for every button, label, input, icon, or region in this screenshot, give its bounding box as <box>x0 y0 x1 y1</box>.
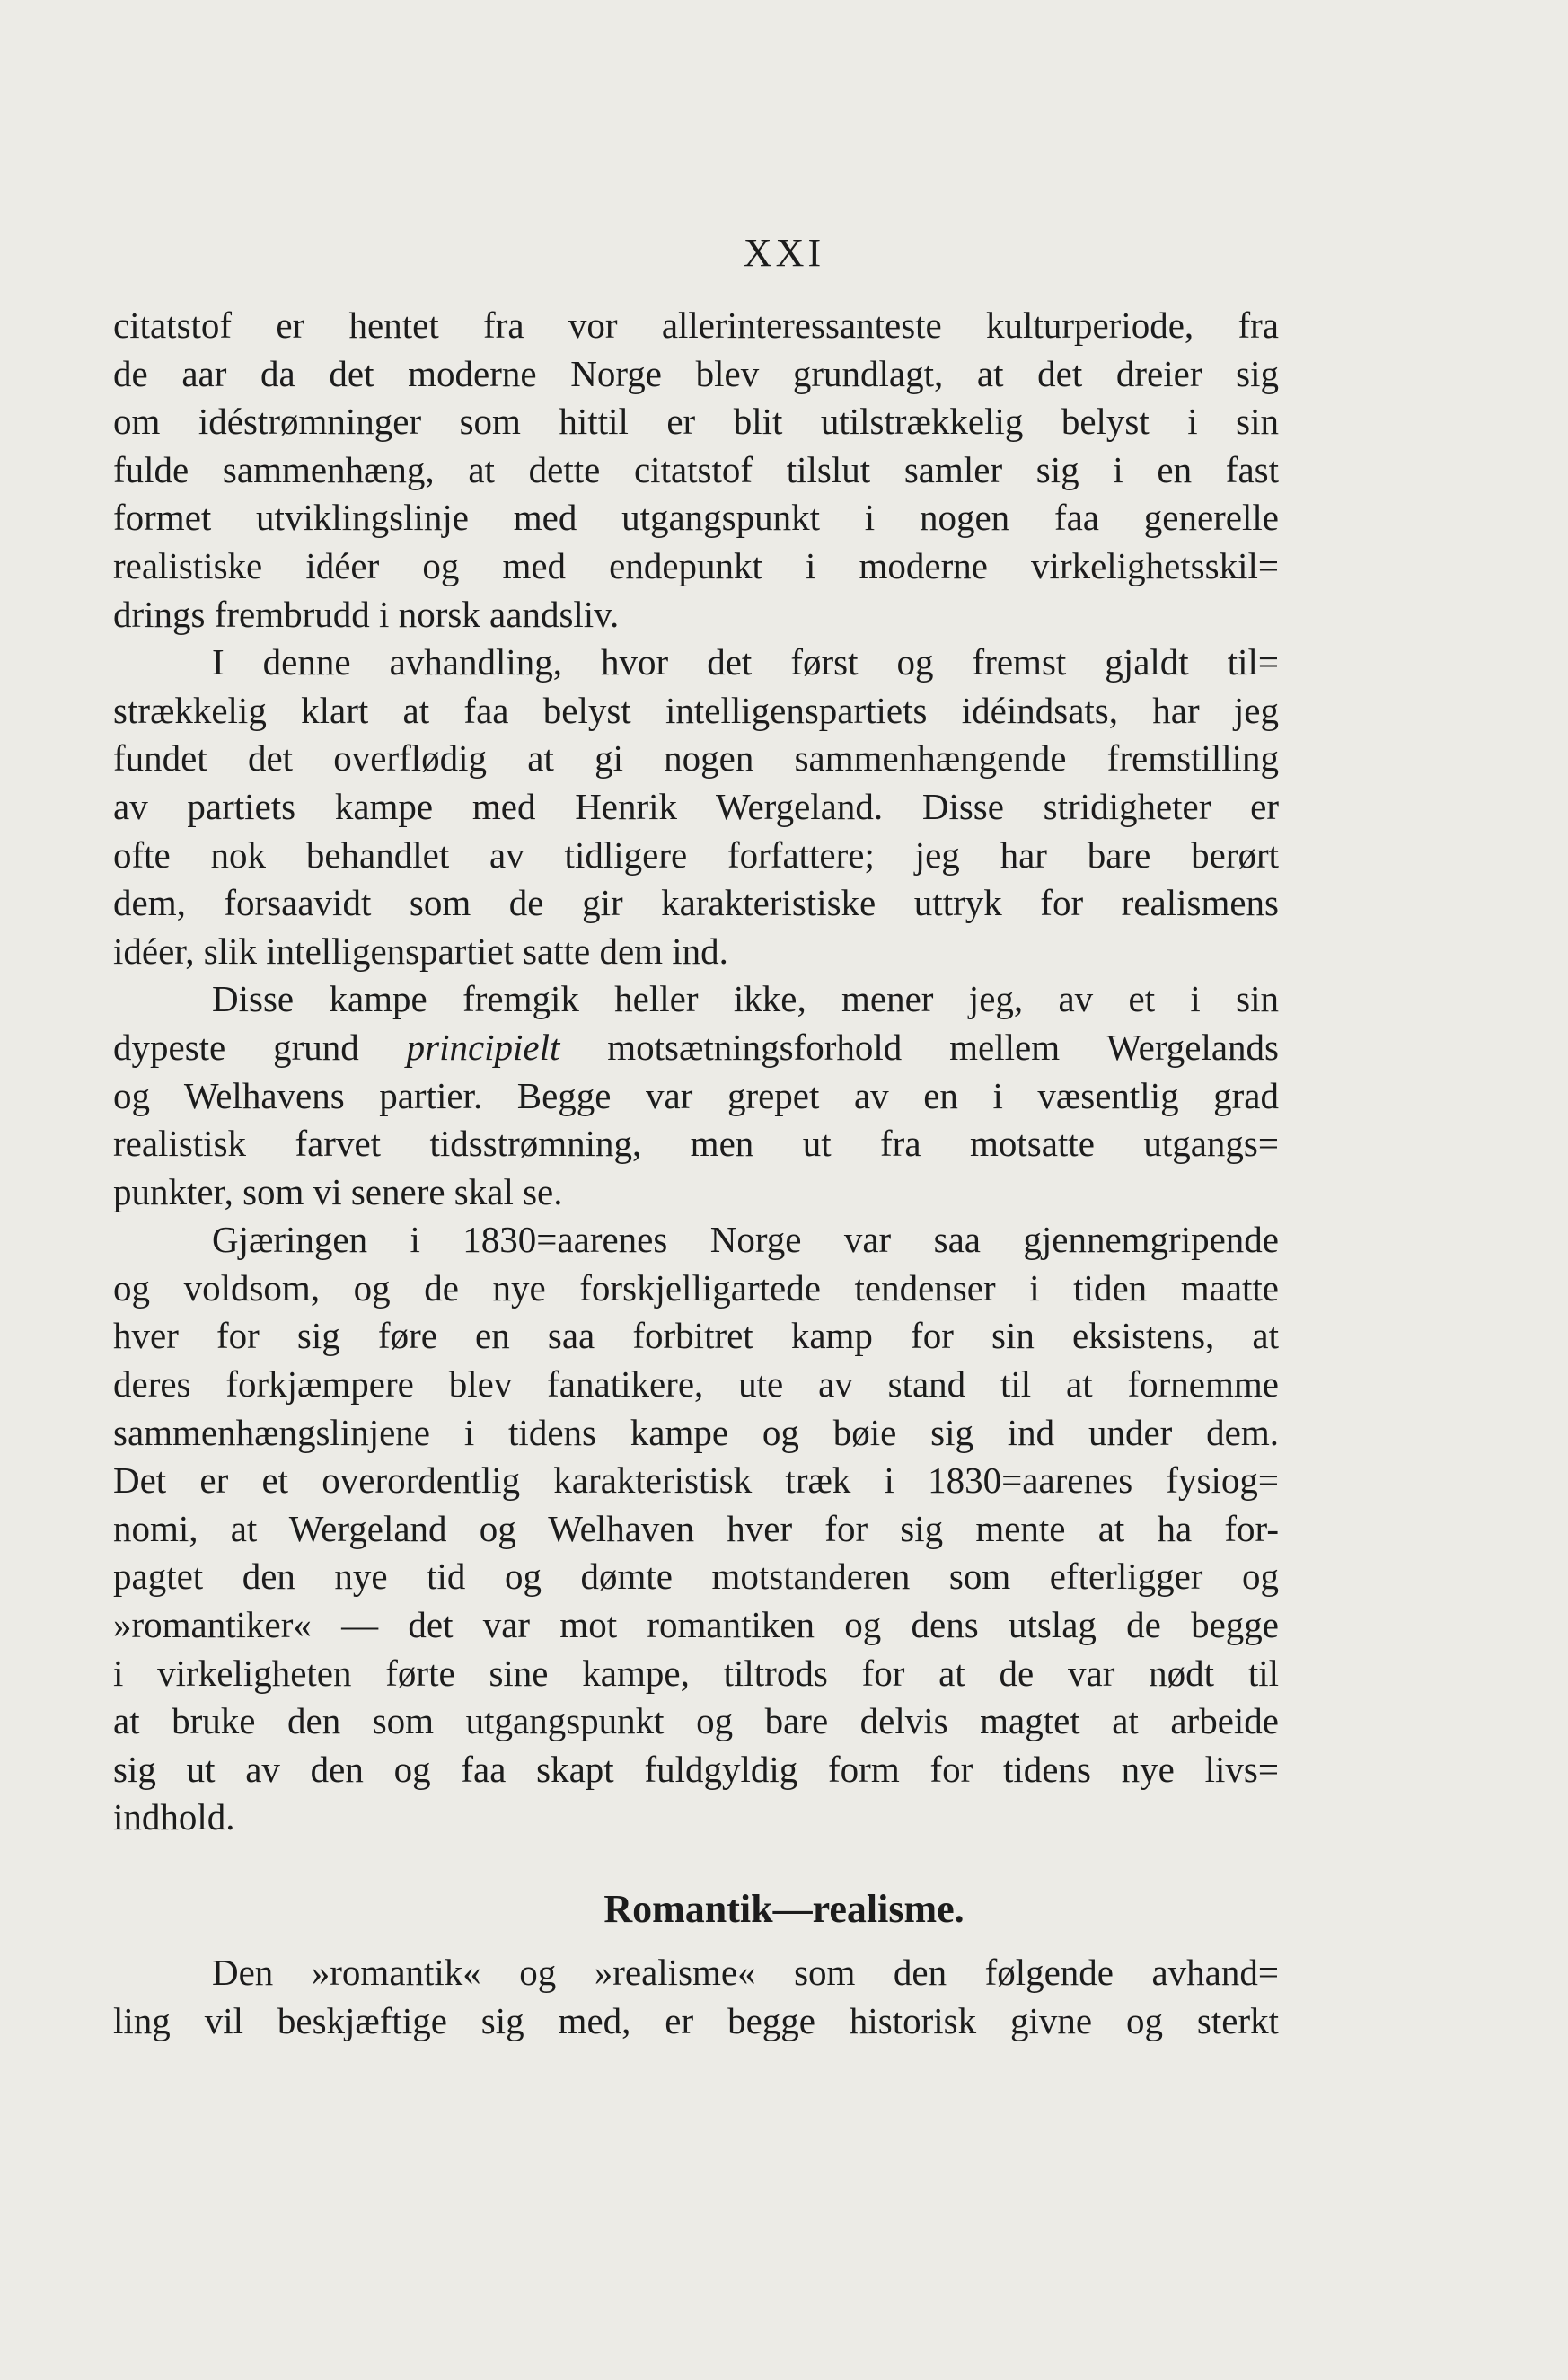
text-line: sammenhængslinjene i tidens kampe og bøie sig ind under dem. <box>113 1411 1279 1453</box>
text-line: av partiets kampe med Henrik Wergeland. Disse stridigheter er <box>113 785 1279 827</box>
text-line: citatstof er hentet fra vor allerinteressanteste kulturperiode, fra <box>113 304 1279 346</box>
text-line: Disse kampe fremgik heller ikke, mener jeg, av et i sin <box>212 978 1279 1020</box>
text-line: og voldsom, og de nye forskjelligartede tendenser i tiden maatte <box>113 1266 1279 1309</box>
text-line: og Welhavens partier. Begge var grepet av en i væsentlig grad <box>113 1074 1279 1116</box>
text-line: Den »romantik« og »realisme« som den følgende avhand= <box>212 1952 1279 1993</box>
text-line: realistisk farvet tidsstrømning, men ut fra motsatte utgangs= <box>113 1123 1279 1165</box>
text-line: om idéstrømninger som hittil er blit utilstrækkelig belyst i sin <box>113 401 1279 443</box>
text-fragment: dypeste grund <box>113 1026 407 1068</box>
text-line: i virkeligheten førte sine kampe, tiltrods for at de var nødt til <box>113 1652 1279 1694</box>
text-line: sig ut av den og faa skapt fuldgyldig form for tidens nye livs= <box>113 1748 1279 1790</box>
text-line: dem, forsaavidt som de gir karakteristiske uttryk for realismens <box>113 882 1279 924</box>
text-line: strækkelig klart at faa belyst intelligenspartiets idéindsats, har jeg <box>113 689 1279 731</box>
text-line: drings frembrudd i norsk aandsliv. <box>113 593 620 635</box>
text-line: Gjæringen i 1830=aarenes Norge var saa gjennemgripende <box>212 1219 1279 1261</box>
text-line: fundet det overflødig at gi nogen sammenhængende fremstilling <box>113 737 1279 780</box>
text-line: idéer, slik intelligenspartiet satte dem ind. <box>113 930 728 972</box>
italic-word: principielt <box>406 1026 560 1068</box>
text-line: I denne avhandling, hvor det først og fremst gjaldt til= <box>212 641 1279 683</box>
text-line: fulde sammenhæng, at dette citatstof tilslut samler sig i en fast <box>113 448 1279 490</box>
body-text-continued <box>113 1949 1279 2045</box>
text-line: »romantiker« — det var mot romantiken og dens utslag de begge <box>113 1604 1279 1646</box>
text-line: ofte nok behandlet av tidligere forfattere; jeg har bare berørt <box>113 833 1279 876</box>
text-line: realistiske idéer og med endepunkt i moderne virkelighetsskil= <box>113 544 1279 586</box>
body-text <box>113 302 1279 1842</box>
text-line: punkter, som vi senere skal se. <box>113 1170 563 1212</box>
text-line: formet utviklingslinje med utgangspunkt i nogen faa generelle <box>113 497 1279 539</box>
text-line: ling vil beskjæftige sig med, er begge historisk givne og sterkt <box>113 1999 1279 2041</box>
page-number: XXI <box>743 231 825 275</box>
text-line: de aar da det moderne Norge blev grundlagt, at det dreier sig <box>113 352 1279 394</box>
section-heading: Romantik—realisme. <box>603 1887 965 1931</box>
text-line: pagtet den nye tid og dømte motstanderen som efterligger og <box>113 1556 1279 1598</box>
text-line: Det er et overordentlig karakteristisk træk i 1830=aarenes fysiog= <box>113 1459 1279 1502</box>
text-line: nomi, at Wergeland og Welhaven hver for sig mente at ha for- <box>113 1507 1279 1549</box>
text-fragment: motsætningsforhold mellem Wergelands <box>559 1026 1279 1068</box>
text-line: at bruke den som utgangspunkt og bare delvis magtet at arbeide <box>113 1700 1279 1742</box>
text-line: hver for sig føre en saa forbitret kamp for sin eksistens, at <box>113 1315 1279 1357</box>
text-line-with-italic <box>113 1024 1279 1072</box>
text-line: indhold. <box>113 1796 235 1838</box>
text-line: deres forkjæmpere blev fanatikere, ute av stand til at fornemme <box>113 1363 1279 1406</box>
